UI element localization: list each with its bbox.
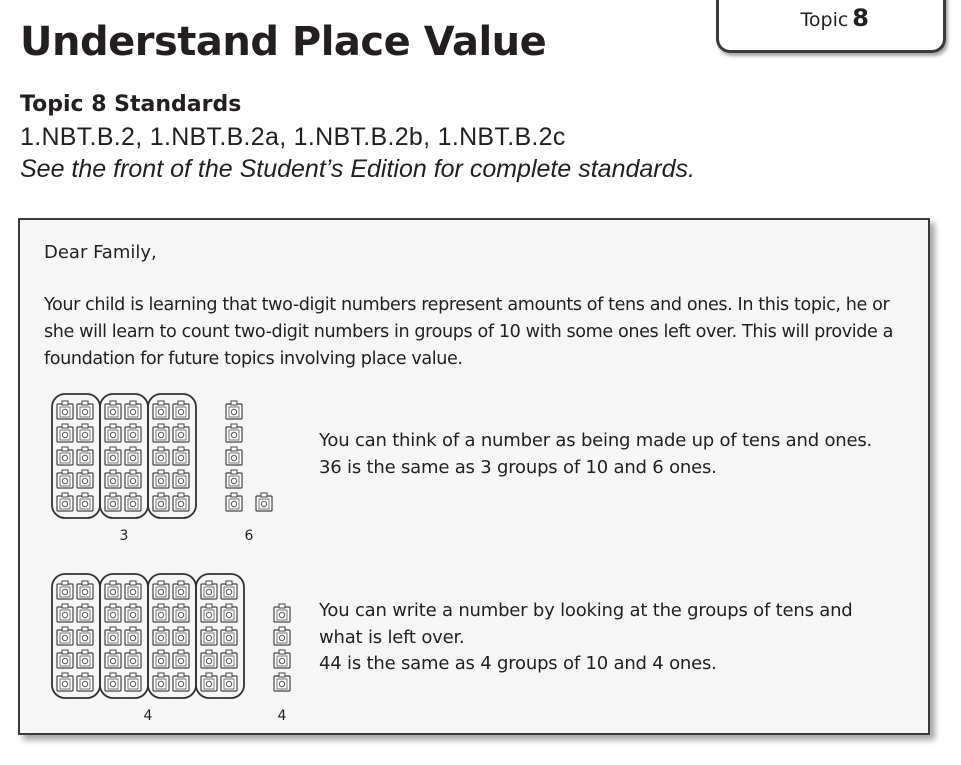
cube-icon: [201, 604, 217, 622]
cube-icon: [153, 447, 169, 465]
cube-icon: [274, 650, 290, 668]
cube-icon: [125, 650, 141, 668]
cube-icon: [57, 673, 73, 691]
cube-icon: [125, 470, 141, 488]
ten-group: [52, 574, 100, 698]
ten-group: [52, 394, 100, 518]
cube-icon: [125, 627, 141, 645]
cube-icon: [57, 470, 73, 488]
letter-intro: Your child is learning that two-digit numbers represent amounts of tens and ones. In this topic, he or she will learn to count two-digit numbers in groups of 10 with some ones left over. This will provide a foundation for future topics involving place value.: [44, 295, 894, 369]
cube-icon: [173, 447, 189, 465]
cube-icon: [77, 650, 93, 668]
cube-icon: [57, 424, 73, 442]
tens-count-label: 3: [119, 528, 129, 544]
cube-icon: [221, 673, 237, 691]
cube-icon: [125, 401, 141, 419]
cube-icon: [105, 493, 121, 511]
cube-icon: [57, 401, 73, 419]
cube-icon: [77, 493, 93, 511]
cube-icon: [274, 627, 290, 645]
topic-tab-label: Topic: [800, 9, 849, 31]
cube-icon: [125, 604, 141, 622]
cube-icon: [201, 650, 217, 668]
cube-icon: [125, 581, 141, 599]
example-line: what is left over.: [319, 626, 465, 648]
page-title: Understand Place Value: [20, 19, 547, 65]
cube-icon: [77, 673, 93, 691]
cube-icon: [105, 627, 121, 645]
cube-icon: [173, 470, 189, 488]
topic-tab-text: [801, 4, 870, 32]
cube-icon: [57, 447, 73, 465]
cube-icon: [105, 581, 121, 599]
tens-ones-model-44: [48, 568, 298, 724]
example-line: 44 is the same as 4 groups of 10 and 4 ones.: [319, 653, 717, 674]
cube-icon: [77, 424, 93, 442]
cube-icon: [256, 493, 272, 511]
cube-icon: [153, 424, 169, 442]
cube-icon: [57, 604, 73, 622]
ten-group: [148, 574, 196, 698]
cube-icon: [105, 401, 121, 419]
cube-icon: [173, 673, 189, 691]
standards-heading: Topic 8 Standards: [20, 92, 242, 117]
letter-greeting: Dear Family,: [44, 242, 157, 263]
ten-group: [196, 574, 244, 698]
cube-icon: [153, 650, 169, 668]
example-line: 36 is the same as 3 groups of 10 and 6 ones.: [319, 456, 717, 478]
cube-icon: [173, 493, 189, 511]
topic-tab-number: 8: [852, 4, 869, 32]
cube-icon: [201, 581, 217, 599]
standards-codes: 1.NBT.B.2, 1.NBT.B.2a, 1.NBT.B.2b, 1.NBT.B.2c: [20, 123, 566, 151]
cube-icon: [105, 470, 121, 488]
cube-icon: [226, 470, 242, 488]
cube-icon: [226, 401, 242, 419]
cube-icon: [77, 581, 93, 599]
cube-icon: [153, 401, 169, 419]
ten-group: [148, 394, 196, 518]
tens-ones-model-36: [48, 388, 298, 544]
cube-icon: [173, 581, 189, 599]
cube-icon: [153, 673, 169, 691]
tens-count-label: 4: [143, 708, 153, 724]
cube-icon: [173, 604, 189, 622]
cube-icon: [77, 627, 93, 645]
example-explanation-44: [319, 598, 853, 678]
cube-icon: [125, 424, 141, 442]
cube-icon: [274, 604, 290, 622]
cube-icon: [77, 470, 93, 488]
cube-icon: [226, 493, 242, 511]
cube-icon: [105, 604, 121, 622]
family-letter: [18, 218, 930, 735]
cube-icon: [57, 581, 73, 599]
cube-icon: [221, 604, 237, 622]
cube-icon: [77, 447, 93, 465]
cube-icon: [57, 627, 73, 645]
cube-icon: [153, 604, 169, 622]
cube-icon: [105, 447, 121, 465]
cube-icon: [201, 627, 217, 645]
cube-icon: [57, 650, 73, 668]
cube-icon: [173, 424, 189, 442]
cube-icon: [173, 627, 189, 645]
ones-count-label: 6: [244, 528, 254, 544]
cube-icon: [173, 401, 189, 419]
cube-icon: [125, 447, 141, 465]
cube-icon: [221, 627, 237, 645]
example-line: You can write a number by looking at the groups of tens and: [319, 600, 853, 621]
cube-icon: [153, 627, 169, 645]
standards-note: See the front of the Student’s Edition for complete standards.: [20, 155, 695, 183]
ones-count-label: 4: [277, 708, 287, 724]
cube-icon: [173, 650, 189, 668]
cube-icon: [221, 581, 237, 599]
cube-icon: [57, 493, 73, 511]
cube-icon: [274, 673, 290, 691]
cube-icon: [105, 650, 121, 668]
example-explanation-36: [319, 428, 872, 481]
cube-icon: [105, 424, 121, 442]
cube-icon: [226, 424, 242, 442]
cube-icon: [201, 673, 217, 691]
cube-icon: [125, 493, 141, 511]
ten-group: [100, 574, 148, 698]
ten-group: [100, 394, 148, 518]
topic-tab: [716, 0, 946, 53]
cube-icon: [153, 581, 169, 599]
cube-icon: [221, 650, 237, 668]
cube-icon: [77, 401, 93, 419]
cube-icon: [125, 673, 141, 691]
cube-icon: [226, 447, 242, 465]
cube-icon: [153, 493, 169, 511]
example-line: You can think of a number as being made up of tens and ones.: [319, 430, 873, 451]
cube-icon: [77, 604, 93, 622]
cube-icon: [153, 470, 169, 488]
cube-icon: [105, 673, 121, 691]
